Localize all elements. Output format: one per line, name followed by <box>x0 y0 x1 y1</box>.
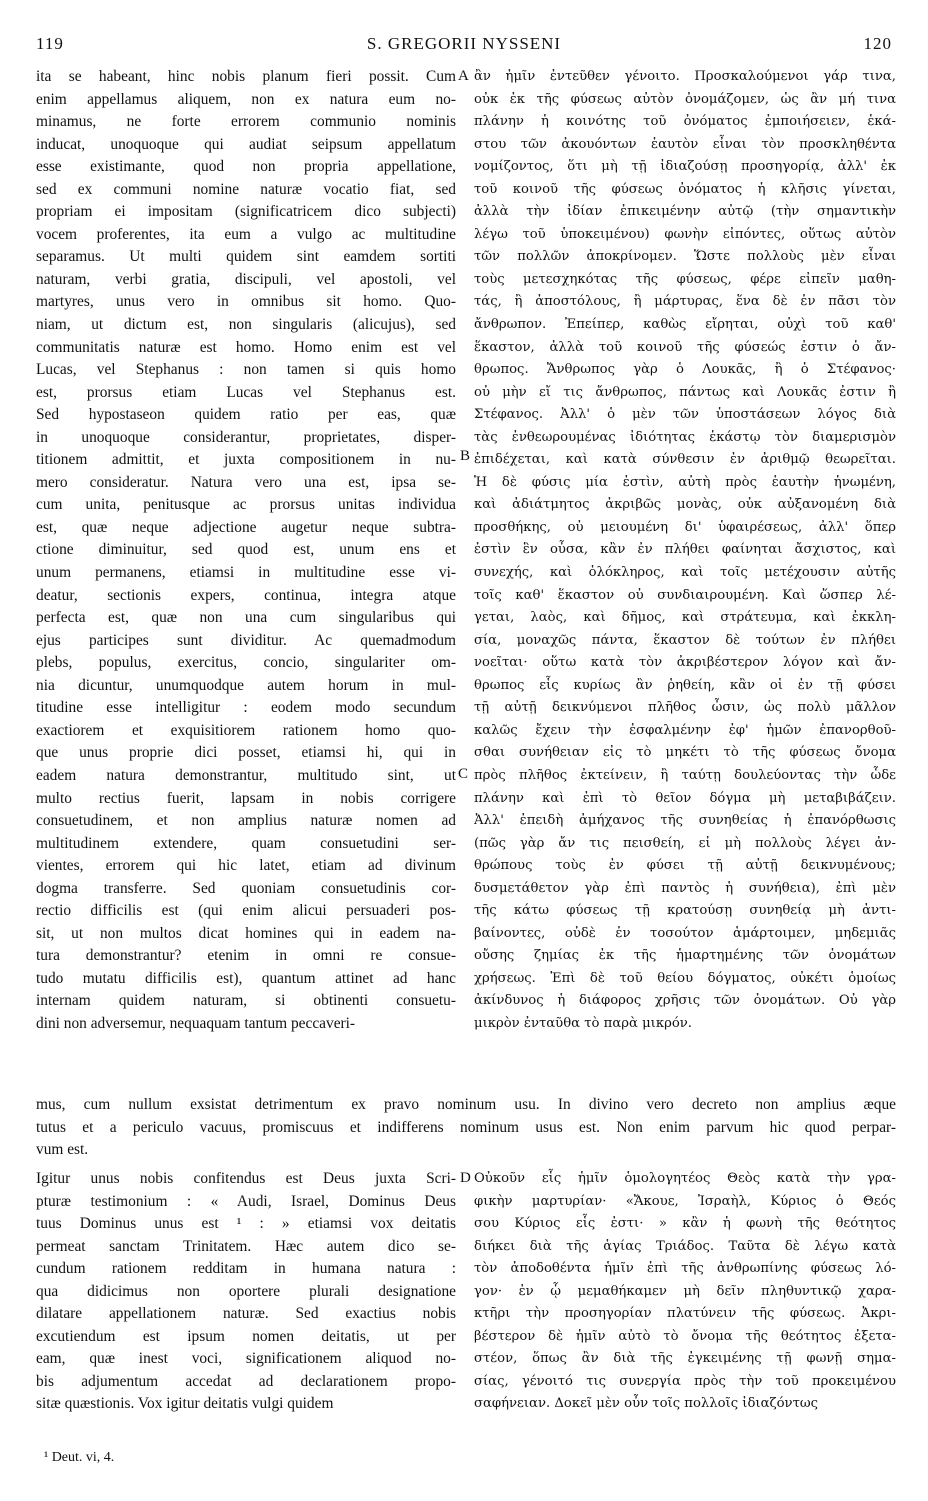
greek-text-line: κτῆρι τὴν προσηγορίαν πλατύνειν τῆς φύσεως. Ἀκρι- <box>474 1306 896 1322</box>
latin-text-line: tuus Dominus unus est ¹ : » etiamsi vox deitatis <box>36 1215 456 1233</box>
greek-text-line: σθαι συνήθειαν εἰς τὸ μηκέτι τὸ τῆς φύσεως ὄνομα <box>474 745 896 761</box>
greek-text-line: συνεχής, καὶ ὁλόκληρος, καὶ τοῖς μετέχουσιν αὐτῆς <box>474 565 896 581</box>
greek-text-line: μικρὸν ἐνταῦθα τὸ παρὰ μικρόν. <box>474 1015 692 1031</box>
latin-column-section-2 <box>36 1168 456 1416</box>
latin-text-line: perfecta est, quæ non una cum singularibus qui <box>36 609 456 627</box>
latin-text-line: dilatare appellationem naturæ. Sed exactius nobis <box>36 1305 456 1323</box>
latin-text-line: in unoquoque considerantur, proprietates, disper- <box>36 428 456 446</box>
greek-text-line: πλάνην καὶ ἐπὶ τὸ θεῖον δόγμα μὴ μεταβιβάζειν. <box>474 790 896 806</box>
latin-text-line: sit, ut non multos dicat homines qui in eadem na- <box>36 924 456 942</box>
latin-text-line: cundum rationem redditam in humana natura : <box>36 1260 456 1278</box>
greek-text-line: τάς, ἢ ἀποστόλους, ἢ μάρτυρας, ἕνα δὲ ἐν πᾶσι τὸν <box>474 294 896 310</box>
latin-text-line: exactiorem et exquisitiorem rationem homo quo- <box>36 721 456 739</box>
greek-text-line: καλῶς ἔχειν τὴν ἐσφαλμένην ἐφ' ἡμῶν ἐπανορθοῦ- <box>474 722 896 738</box>
latin-text-line: excutiendum est ipsum nomen deitatis, ut per <box>36 1327 456 1345</box>
greek-text-line: διήκει διὰ τῆς ἁγίας Τριάδος. Ταῦτα δὲ λέγω κατὰ <box>474 1238 896 1254</box>
page-number-left: 119 <box>36 34 64 53</box>
greek-text-line: σίας, γένοιτό τις συνεργία πρὸς τὴν τοῦ προκειμένου <box>474 1373 896 1389</box>
latin-text-line: est, quæ neque adjectione augetur neque subtra- <box>36 518 456 536</box>
latin-text-line: communitatis naturæ est homo. Homo enim est vel <box>36 338 456 356</box>
latin-text-line: unum permanens, etiamsi in multitudine esse vi- <box>36 564 456 582</box>
greek-text-line: οὔσης ζημίας ἐκ τῆς ἡμαρτημένης τῶν ὀνομάτων <box>474 948 896 964</box>
latin-text-line: consuetudinem, et non amplius naturæ nomen ad <box>36 812 456 830</box>
latin-text-line: internam quidem naturam, si obtinenti consuetu- <box>36 992 456 1010</box>
greek-text-line: φικὴν μαρτυρίαν· «Ἄκουε, Ἰσραὴλ, Κύριος ὁ Θεός <box>474 1193 896 1209</box>
latin-text-line: titudine esse intelligitur : eodem modo secundum <box>36 699 456 717</box>
greek-text-line: ἐπιδέχεται, καὶ κατὰ σύνθεσιν ἐν ἀριθμῷ θεωρεῖται. <box>474 452 896 468</box>
latin-text-line: sitæ quæstionis. Vox igitur deitatis vulgi quidem <box>36 1395 334 1413</box>
greek-text-line: Ἡ δὲ φύσις μία ἐστὶν, αὐτὴ πρὸς ἑαυτὴν ἡνωμένη, <box>474 474 896 490</box>
latin-text-line: multo rectius fuerit, lapsam in nobis corrigere <box>36 789 456 807</box>
latin-text-line: eadem natura demonstrantur, multitudo sint, ut <box>36 766 456 784</box>
greek-column-section-1 <box>474 66 896 1036</box>
latin-text-line: Igitur unus nobis confitendus est Deus juxta Scri- <box>36 1170 456 1187</box>
greek-text-line: ἕκαστον, ἀλλὰ τοῦ κοινοῦ τῆς φύσεώς ἐστιν ὁ ἄν- <box>474 339 896 355</box>
greek-text-line: σαφήνειαν. Δοκεῖ μὲν οὖν τοῖς πολλοῖς ἰδιαζόντως <box>474 1396 819 1412</box>
latin-text-line: minamus, ne forte errorem communio nominis <box>36 113 456 131</box>
latin-text-line: rectio difficilis est (qui enim alicui persuaderi pos- <box>36 902 456 920</box>
latin-text-line: mero consideratur. Natura vero una est, ipsa se- <box>36 473 456 491</box>
greek-text-line: θρωπος εἷς κυρίως ἂν ῥηθείη, κἂν οἱ ἐν τῇ φύσει <box>474 677 896 693</box>
greek-text-line: βέστερον δὲ ἡμῖν αὐτὸ τὸ ὄνομα τῆς θεότητος ἐξετα- <box>474 1328 896 1344</box>
greek-text-line: πλάνην ἡ κοινότης τοῦ ὀνόματος ἐμποιήσειεν, ἑκά- <box>474 114 896 130</box>
greek-text-line: καὶ ἀδιάτμητος ἀκριβῶς μονὰς, οὐκ αὐξανομένη διὰ <box>474 497 896 513</box>
greek-text-line: στέον, ὅπως ἂν διὰ τῆς ἐγκειμένης τῇ φωνῇ σημα- <box>474 1351 896 1367</box>
greek-text-line: οὐ μὴν εἴ τις ἄνθρωπος, πάντως καὶ Λουκᾶς ἐστιν ἢ <box>474 384 896 400</box>
greek-text-line: ἂν ἡμῖν ἐντεῦθεν γένοιτο. Προσκαλούμενοι γάρ τινα, <box>474 69 896 84</box>
greek-text-line: προσθήκης, οὐ μειουμένη δι' ὑφαιρέσεως, ἀλλ' ὅπερ <box>474 519 896 535</box>
latin-text-line: esse existimante, quod non propria appellatione, <box>36 158 456 176</box>
greek-text-line: Οὐκοῦν εἷς ἡμῖν ὁμολογητέος Θεὸς κατὰ τὴν γρα- <box>474 1171 896 1186</box>
latin-text-line: tudo mutatu difficilis est), quantum attinet ad hanc <box>36 969 456 987</box>
latin-text-line: multitudinem extendere, quam consuetudini ser- <box>36 834 456 852</box>
latin-text-line: enim appellamus aliquem, non ex natura eum no- <box>36 90 456 108</box>
greek-text-line: νοεῖται· οὕτω κατὰ τὸν ἀκριβέστερον λόγον καὶ ἄν- <box>474 655 896 671</box>
latin-text-line: eam, quæ inest voci, significationem aliquod no- <box>36 1350 456 1368</box>
latin-text-line: naturam, verbi gratia, discipuli, vel apostoli, vel <box>36 270 456 288</box>
latin-text-line: plebs, populus, exercitus, concio, singulariter om- <box>36 654 456 672</box>
greek-text-line: τῶν πολλῶν ἀποκρίνομεν. Ὥστε πολλοὺς μὲν εἶναι <box>474 249 896 265</box>
greek-column-section-2 <box>474 1168 896 1416</box>
latin-text-line: sed ex communi nomine naturæ vocatio fiat, sed <box>36 180 456 198</box>
greek-text-line: βαίνοντες, οὐδὲ ἐν τοσούτον ἁμάρτοιμεν, μηδεμιᾶς <box>474 925 896 941</box>
greek-text-line: γον· ἐν ᾧ μεμαθήκαμεν μὴ δεῖν πληθυντικῷ χαρα- <box>474 1283 896 1299</box>
greek-text-line: σου Κύριος εἷς ἐστι· » κἂν ἡ φωνὴ τῆς θεότητος <box>474 1216 896 1232</box>
latin-text-line: que unus proprie dici posset, etiamsi hi, qui in <box>36 744 456 762</box>
greek-text-line: θρώπους τοὺς ἐν φύσει τῇ αὐτῇ δεικνυμένους; <box>474 858 896 874</box>
full-width-text-line: tutus et a periculo vacuus, promiscuus et indifferens nominum usus est. Non enim parvum hic quod perpar- <box>36 1118 896 1136</box>
greek-text-line: τὰς ἐνθεωρουμένας ἰδιότητας ἑκάστῳ τὸν διαμερισμὸν <box>474 429 896 445</box>
greek-text-line: τοῦ κοινοῦ τῆς φύσεως ὀνόματος ἡ κλῆσις γίνεται, <box>474 181 896 197</box>
latin-text-line: permeat sanctam Trinitatem. Hæc autem dico se- <box>36 1237 456 1255</box>
greek-text-line: λέγω τοῦ ὑποκειμένου) φωνὴν εἰπόντες, οὕτως αὐτὸν <box>474 226 896 242</box>
latin-text-line: deatur, sectionis expers, continua, integra atque <box>36 586 456 604</box>
full-width-text-line: mus, cum nullum exsistat detrimentum ex pravo nominum usu. In divino vero decreto non amplius æque <box>36 1096 896 1113</box>
latin-text-line: dini non adversemur, nequaquam tantum peccaveri- <box>36 1014 356 1032</box>
greek-text-line: τὸν ἀποδοθέντα ἡμῖν ἐπὶ τῆς ἀνθρωπίνης φύσεως λό- <box>474 1261 896 1277</box>
margin-marker-b: B <box>460 448 471 464</box>
latin-text-line: ctione diminuitur, sed quod est, unum ens et <box>36 541 456 559</box>
running-title: S. GREGORII NYSSENI <box>366 34 562 53</box>
latin-text-line: bis adjumentum accedat ad declarationem propo- <box>36 1372 456 1390</box>
latin-text-line: est, prorsus etiam Lucas vel Stephanus est. <box>36 383 456 401</box>
latin-text-line: nia dicuntur, unumquodque autem horum in mul- <box>36 676 456 694</box>
greek-text-line: στου τῶν ἀκουόντων ἑαυτὸν εἶναι τὸν προσκληθέντα <box>474 136 896 152</box>
latin-text-line: martyres, unus vero in omnibus sit homo. Quo- <box>36 293 456 311</box>
latin-text-line: vocem proferentes, ita eum a vulgo ac multitudine <box>36 225 456 243</box>
greek-text-line: ἀκίνδυνος ἡ διάφορος χρῆσις τῶν ὀνομάτων. Οὐ γὰρ <box>474 993 896 1009</box>
latin-text-line: niam, ut dictum est, non singularis (alicujus), sed <box>36 316 456 334</box>
latin-text-line: separamus. Ut multi quidem sint eamdem sortiti <box>36 248 456 266</box>
latin-text-line: cum unita, penitusque ac prorsus unitas individua <box>36 496 456 514</box>
latin-text-line: Lucas, vel Stephanus : non tamen si quis homo <box>36 361 456 379</box>
greek-text-line: Ἀλλ' ἐπειδὴ ἀμήχανος τῆς συνηθείας ἡ ἐπανόρθωσις <box>474 813 896 829</box>
latin-text-line: tura demonstrantur? etenim in omni re consue- <box>36 947 456 965</box>
latin-text-line: Sed hypostaseon quidem ratio per eas, quæ <box>36 406 456 424</box>
greek-text-line: τῇ αὐτῇ δεικνύμενοι πλῆθος ὦσιν, ὡς πολὺ μᾶλλον <box>474 700 896 716</box>
latin-text-line: dogma transferre. Sed quoniam consuetudinis cor- <box>36 879 456 897</box>
running-header <box>0 34 928 60</box>
greek-text-line: πρὸς πλῆθος ἐκτείνειν, ἢ ταύτῃ δουλεύοντας τὴν ὧδε <box>474 767 896 783</box>
latin-text-line: qua didicimus non oportere plurali designatione <box>36 1282 456 1300</box>
full-width-text-line: vum est. <box>36 1141 89 1159</box>
latin-text-line: ejus participes sunt dividitur. Ac quemadmodum <box>36 631 456 649</box>
footnote: ¹ Deut. vi, 4. <box>44 1450 115 1465</box>
greek-text-line: ἐστὶν ἓν οὖσα, κἂν ἐν πλήθει φαίνηται ἄσχιστος, καὶ <box>474 542 896 558</box>
greek-text-line: τοὺς μετεσχηκότας τῆς φύσεως, φέρε εἰπεῖν μαθη- <box>474 271 896 287</box>
margin-marker-c: C <box>458 766 469 782</box>
page-number-right: 120 <box>863 34 892 53</box>
latin-text-line: propriam ei impositam (significatricem dico subjecti) <box>36 203 456 221</box>
greek-text-line: νομίζοντος, ὅτι μὴ τῇ ἰδιαζούσῃ προσηγορίᾳ, ἀλλ' ἐκ <box>474 159 896 175</box>
greek-text-line: οὐκ ἐκ τῆς φύσεως αὐτὸν ὀνομάζομεν, ὡς ἂν μή τινα <box>474 91 896 107</box>
greek-text-line: τῆς κάτω φύσεως τῇ κρατούσῃ συνηθείᾳ μὴ ἀντι- <box>474 903 896 919</box>
latin-column-section-1 <box>36 66 456 1036</box>
greek-text-line: δυσμετάθετον γὰρ ἐπὶ παντὸς ἡ συνήθεια), ἐπὶ μὲν <box>474 880 896 896</box>
greek-text-line: ἄνθρωπον. Ἐπείπερ, καθὼς εἴρηται, οὐχὶ τοῦ καθ' <box>474 317 896 333</box>
greek-text-line: χρήσεως. Ἐπὶ δὲ τοῦ θείου δόγματος, οὐκέτι ὁμοίως <box>474 970 896 986</box>
latin-text-line: pturæ testimonium : « Audi, Israel, Dominus Deus <box>36 1192 456 1210</box>
greek-text-line: Στέφανος. Ἀλλ' ὁ μὲν τῶν ὑποστάσεων λόγος διὰ <box>474 407 896 423</box>
greek-text-line: θρωπος. Ἄνθρωπος γὰρ ὁ Λουκᾶς, ἢ ὁ Στέφανος· <box>474 362 896 378</box>
margin-marker-a: A <box>458 68 469 84</box>
greek-text-line: γεται, λαὸς, καὶ δῆμος, καὶ στράτευμα, καὶ ἐκκλη- <box>474 610 896 626</box>
greek-text-line: σία, μοναχῶς πάντα, ἕκαστον δὲ τούτων ἐν πλήθει <box>474 632 896 648</box>
full-width-text <box>36 1094 896 1162</box>
latin-text-line: ita se habeant, hinc nobis planum fieri possit. Cum <box>36 68 456 85</box>
greek-text-line: τοῖς καθ' ἕκαστον οὐ συνδιαιρουμένη. Καὶ ὥσπερ λέ- <box>474 587 896 603</box>
margin-marker-d: D <box>460 1170 471 1186</box>
latin-text-line: vientes, errorem qui hic latet, etiam ad divinum <box>36 857 456 875</box>
greek-text-line: ἀλλὰ τὴν ἰδίαν ἐπικειμένην αὐτῷ (τὴν σημαντικὴν <box>474 204 896 220</box>
latin-text-line: titionem admittit, et juxta compositionem in nu- <box>36 451 456 469</box>
greek-text-line: (πῶς γὰρ ἄν τις πεισθείη, εἰ μὴ πολλοὺς λέγει ἀν- <box>474 835 896 851</box>
latin-text-line: inducat, unoquoque qui audiat seipsum appellatum <box>36 135 456 153</box>
